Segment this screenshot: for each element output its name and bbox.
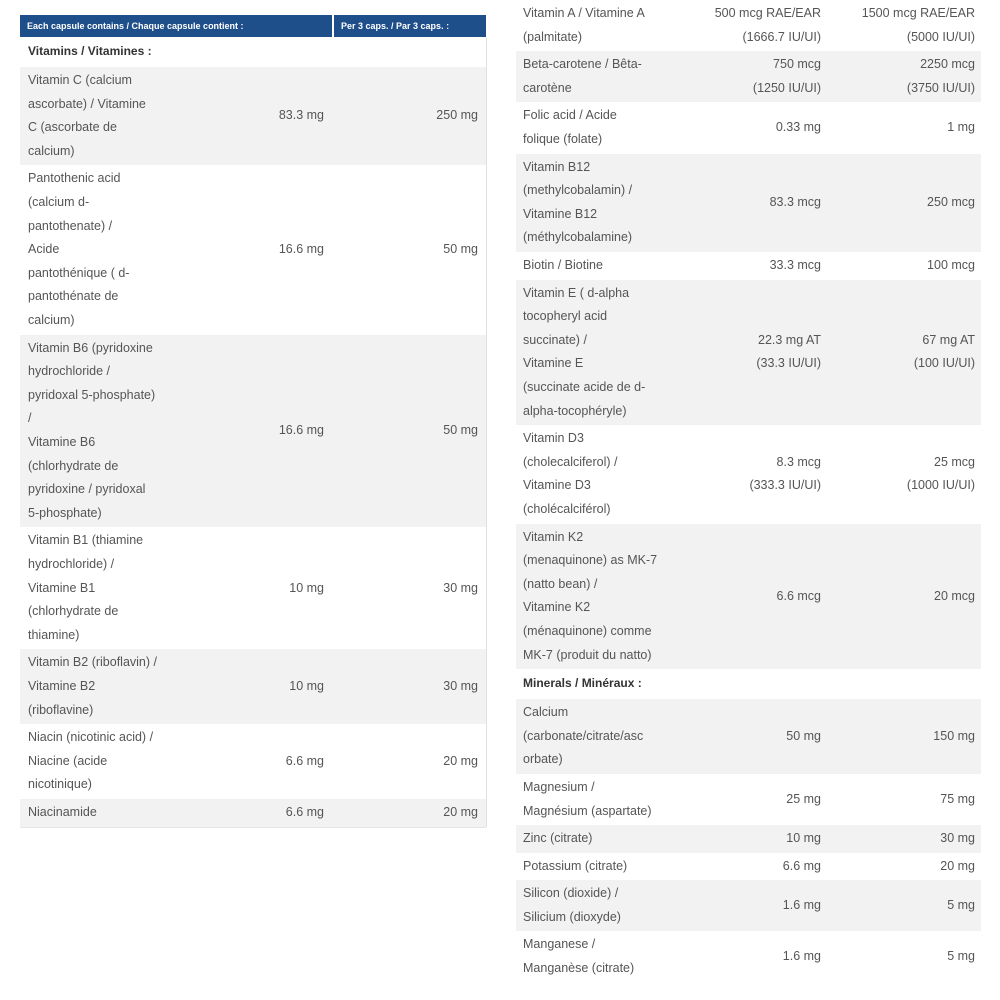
per-capsule-cell-text: 6.6 mg [285,804,324,819]
ingredient-cell [516,880,673,931]
per-3-caps-cell [332,527,486,649]
per-capsule-cell [188,799,332,827]
per-capsule-cell-text: 6.6 mg [285,753,324,768]
left-nutrient-table [20,0,486,827]
ingredient-cell-text: Biotin / Biotine [523,257,603,272]
ingredient-cell [516,425,673,523]
per-3-caps-cell [827,774,981,825]
per-capsule-cell [673,0,827,51]
per-3-caps-cell-text: 20 mg [443,804,478,819]
ingredient-cell [516,825,673,853]
per-3-caps-cell [827,0,981,51]
table-row [516,524,981,670]
section-heading-label: Minerals / Minéraux : [523,676,642,691]
per-capsule-cell [673,252,827,280]
table-row [516,252,981,280]
per-3-caps-cell [332,67,486,165]
per-3-caps-cell [827,853,981,881]
ingredient-cell-text: Vitamin B1 (thiamine hydrochloride) / Vitamine B1 (chlorhydrate de thiamine) [28,533,144,642]
table-row [20,527,486,649]
ingredient-cell [20,649,188,724]
per-capsule-cell-text: 1.6 mg [782,898,821,913]
ingredient-cell [20,724,188,799]
ingredient-cell-text: Folic acid / Acide folique (folate) [523,108,617,146]
table-row [20,649,486,724]
per-3-caps-cell [827,425,981,523]
per-capsule-cell-text: 10 mg [786,831,821,846]
table-row [20,165,486,334]
per-capsule-cell-text: 16.6 mg [278,423,324,438]
section-heading [20,37,188,67]
per-3-caps-cell-text: 25 mcg (1000 IU/UI) [906,454,975,493]
ingredient-cell-text: Vitamin E ( d-alpha tocopheryl acid succinate) / Vitamine E (succinate acide de d- alpha-tocophéryle) [523,285,646,418]
per-3-caps-cell [827,699,981,774]
section-heading-row [516,669,981,699]
per-capsule-cell-text: 50 mg [786,728,821,743]
per-capsule-cell [673,51,827,102]
per-capsule-cell-text: 16.6 mg [278,242,324,257]
ingredient-cell [516,280,673,426]
per-3-caps-cell [332,724,486,799]
per-capsule-cell [673,425,827,523]
header-per-3-caps: Per 3 caps. / Par 3 caps. : [334,15,486,37]
per-3-caps-cell [827,154,981,252]
per-capsule-cell [673,825,827,853]
per-3-caps-cell [827,524,981,670]
per-3-caps-cell [332,649,486,724]
per-3-caps-cell [827,252,981,280]
per-3-caps-cell-text: 5 mg [947,898,975,913]
table-row [516,825,981,853]
ingredient-cell [516,102,673,153]
header-ingredient: Each capsule contains / Chaque capsule contient : [20,15,332,37]
table-row [20,67,486,165]
section-heading-label: Vitamins / Vitamines : [28,44,152,59]
per-capsule-cell [188,67,332,165]
table-row [516,774,981,825]
table-row [516,280,981,426]
section-heading-row [20,37,486,67]
ingredient-cell [516,252,673,280]
per-capsule-cell [673,154,827,252]
table-row [516,0,981,51]
per-capsule-cell [673,280,827,426]
per-capsule-cell-text: 6.6 mcg [776,588,821,603]
right-nutrient-table [516,0,981,983]
right-table-body [516,0,981,983]
per-capsule-cell [188,649,332,724]
per-capsule-cell [673,931,827,982]
per-3-caps-cell [827,280,981,426]
per-3-caps-cell [827,51,981,102]
ingredient-cell-text: Zinc (citrate) [523,831,593,846]
ingredient-cell [20,165,188,334]
per-3-caps-cell-text: 250 mg [436,108,478,123]
per-capsule-cell-text: 83.3 mg [278,108,324,123]
per-capsule-cell-text: 0.33 mg [775,120,821,135]
table-row [516,931,981,982]
table-row [20,724,486,799]
per-capsule-cell-text: 750 mcg (1250 IU/UI) [752,57,821,95]
per-capsule-cell [673,853,827,881]
ingredient-cell-text: Vitamin C (calcium ascorbate) / Vitamine C (ascorbate de calcium) [28,73,146,158]
per-capsule-cell-text: 10 mg [289,678,324,693]
ingredient-cell [20,335,188,528]
ingredient-cell [516,853,673,881]
per-capsule-cell-text: 1.6 mg [782,949,821,964]
per-3-caps-cell [332,799,486,827]
left-table-right-border [486,37,487,827]
ingredient-cell-text: Vitamin B12 (methylcobalamin) / Vitamine B12 (méthylcobalamine) [523,159,633,245]
per-capsule-cell [673,102,827,153]
per-capsule-cell [673,524,827,670]
per-3-caps-cell-text: 30 mg [443,580,478,595]
table-row [516,154,981,252]
per-capsule-cell-text: 22.3 mg AT (33.3 IU/UI) [756,332,821,371]
per-3-caps-cell-text: 20 mg [940,858,975,873]
ingredient-cell-text: Vitamin B6 (pyridoxine hydrochloride / pyridoxal 5-phosphate) / Vitamine B6 (chlorhydrate de pyridoxine / pyridoxal 5-phosphate) [28,340,156,520]
per-3-caps-cell-text: 30 mg [940,831,975,846]
table-row [516,51,981,102]
per-3-caps-cell [827,931,981,982]
per-3-caps-cell [827,880,981,931]
ingredient-cell [516,774,673,825]
per-3-caps-cell [827,102,981,153]
per-3-caps-cell [827,825,981,853]
per-3-caps-cell-text: 20 mg [443,753,478,768]
per-3-caps-cell-text: 20 mcg [934,588,975,603]
ingredient-cell [516,524,673,670]
ingredient-cell-text: Beta-carotene / Bêta- carotène [523,57,642,95]
per-capsule-cell [188,335,332,528]
table-row [20,799,486,827]
per-3-caps-cell-text: 100 mcg [927,257,975,272]
per-capsule-cell-text: 8.3 mcg (333.3 IU/UI) [749,454,821,493]
ingredient-cell [20,67,188,165]
section-heading [516,669,673,699]
per-capsule-cell-text: 25 mg [786,791,821,806]
ingredient-cell-text: Vitamin A / Vitamine A (palmitate) [523,6,645,44]
per-3-caps-cell-text: 50 mg [443,423,478,438]
table-row [20,335,486,528]
per-3-caps-cell-text: 1 mg [947,120,975,135]
per-3-caps-cell-text: 5 mg [947,949,975,964]
per-capsule-cell-text: 83.3 mcg [769,194,821,209]
ingredient-cell-text: Niacin (nicotinic acid) / Niacine (acide nicotinique) [28,730,154,792]
per-capsule-cell [188,165,332,334]
per-3-caps-cell-text: 2250 mcg (3750 IU/UI) [906,57,975,95]
table-row [516,853,981,881]
ingredient-cell-text: Niacinamide [28,804,97,819]
per-capsule-cell [673,774,827,825]
ingredient-cell-text: Calcium (carbonate/citrate/asc orbate) [523,705,644,767]
table-row [516,880,981,931]
per-capsule-cell-text: 10 mg [289,580,324,595]
left-table-bottom-border [20,827,486,828]
ingredient-cell-text: Manganese / Manganèse (citrate) [523,937,635,976]
per-capsule-cell-text: 6.6 mg [782,858,821,873]
left-table-body [20,37,486,827]
ingredient-cell-text: Vitamin B2 (riboflavin) / Vitamine B2 (riboflavine) [28,655,157,717]
table-row [516,699,981,774]
per-3-caps-cell-text: 50 mg [443,242,478,257]
ingredient-cell [516,154,673,252]
per-capsule-cell [188,724,332,799]
ingredient-cell [516,931,673,982]
ingredient-cell-text: Silicon (dioxide) / Silicium (dioxyde) [523,886,621,924]
ingredient-cell [20,527,188,649]
per-3-caps-cell-text: 1500 mcg RAE/EAR (5000 IU/UI) [861,6,975,44]
ingredient-cell-text: Vitamin K2 (menaquinone) as MK-7 (natto bean) / Vitamine K2 (ménaquinone) comme MK-7 (produit du natto) [523,529,658,662]
per-3-caps-cell-text: 67 mg AT (100 IU/UI) [913,332,975,371]
ingredient-cell-text: Magnesium / Magnésium (aspartate) [523,779,652,818]
per-capsule-cell [188,527,332,649]
table-row [516,102,981,153]
per-3-caps-cell-text: 250 mcg [927,194,975,209]
ingredient-cell [516,51,673,102]
per-3-caps-cell [332,335,486,528]
ingredient-cell [516,699,673,774]
ingredient-cell-text: Vitamin D3 (cholecalciferol) / Vitamine D3 (cholécalciférol) [523,431,618,516]
per-3-caps-cell [332,165,486,334]
per-capsule-cell-text: 33.3 mcg [769,257,821,272]
table-header [20,15,486,37]
ingredient-cell-text: Potassium (citrate) [523,858,628,873]
ingredient-cell [20,799,188,827]
table-row [516,425,981,523]
ingredient-cell-text: Pantothenic acid (calcium d- pantothenate) / Acide pantothénique ( d- pantothénate de calcium) [28,171,130,327]
per-capsule-cell-text: 500 mcg RAE/EAR (1666.7 IU/UI) [714,6,821,44]
ingredient-cell [516,0,673,51]
per-3-caps-cell-text: 30 mg [443,678,478,693]
per-3-caps-cell-text: 75 mg [940,791,975,806]
per-capsule-cell [673,699,827,774]
per-3-caps-cell-text: 150 mg [933,728,975,743]
per-capsule-cell [673,880,827,931]
